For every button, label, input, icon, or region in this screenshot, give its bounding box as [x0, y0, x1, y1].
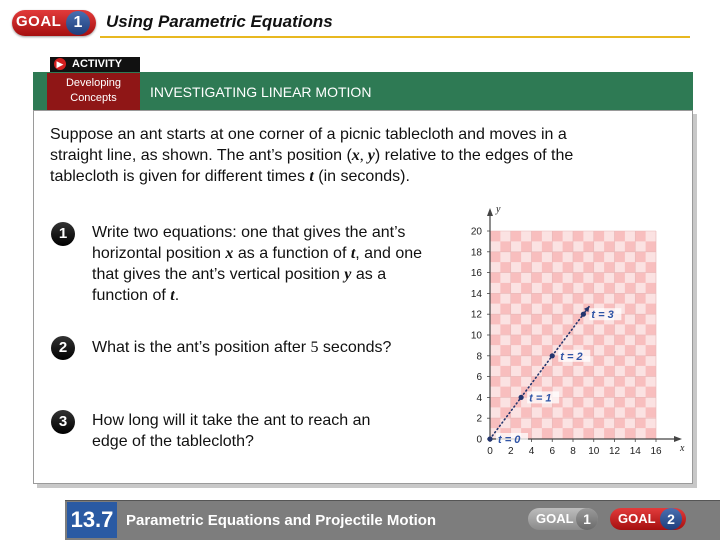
question-number: 2 — [51, 336, 75, 360]
page-title: Using Parametric Equations — [106, 12, 333, 31]
intro-part: (in seconds). — [313, 168, 410, 185]
x-tick-label: 8 — [570, 446, 576, 457]
y-tick-label: 14 — [470, 288, 482, 300]
y-axis-arrow — [487, 208, 493, 216]
var-y: y — [367, 147, 375, 164]
x-tick-label: 4 — [528, 446, 535, 457]
y-axis-label: y — [496, 204, 501, 215]
x-axis-arrow — [674, 436, 682, 442]
activity-title: INVESTIGATING LINEAR MOTION — [150, 84, 372, 100]
y-tick-label: 16 — [470, 268, 482, 280]
goal-number: 1 — [66, 11, 90, 35]
activity-type-line2: Concepts — [70, 92, 117, 104]
intro-part: Suppose an ant starts at one corner of a picnic tablecloth and moves in a straight line, as shown. The ant’s position ( — [50, 126, 567, 164]
y-tick-label: 18 — [470, 247, 482, 259]
activity-type-line1: Developing — [65, 77, 122, 89]
question-number: 3 — [51, 410, 75, 434]
question-text: How long will it take the ant to reach an edge of the tablecloth? — [92, 412, 371, 450]
goal1-nav-number: 1 — [576, 508, 598, 530]
goal2-nav-number: 2 — [660, 508, 682, 530]
var-t: t — [309, 168, 314, 185]
var-y: y — [344, 266, 352, 283]
q-part: as a function of — [233, 245, 351, 262]
q-part: Write two equations: one that gives the ant’s horizontal position — [92, 224, 406, 262]
motion-graph — [450, 200, 690, 470]
q-part: seconds? — [318, 339, 392, 356]
point-label: t = 0 — [498, 434, 521, 446]
q-part: What is the ant’s position after — [92, 339, 311, 356]
y-tick-label: 8 — [476, 351, 482, 363]
play-arrow-icon: ▶ — [54, 58, 66, 70]
point-label: t = 1 — [529, 392, 552, 405]
data-point — [550, 353, 555, 358]
y-tick-label: 4 — [476, 392, 482, 404]
y-tick-label: 10 — [470, 330, 482, 342]
intro-text — [50, 124, 610, 187]
data-point — [519, 395, 524, 400]
x-axis-label: x — [680, 443, 685, 454]
data-point — [487, 436, 492, 441]
point-label: t = 3 — [591, 309, 614, 322]
var-x: x — [225, 245, 234, 262]
y-tick-label: 6 — [476, 372, 482, 384]
x-tick-label: 14 — [629, 446, 641, 457]
x-tick-label: 12 — [608, 446, 621, 457]
activity-label: ACTIVITY — [72, 58, 123, 70]
goal-label: GOAL — [16, 13, 62, 30]
y-tick-label: 12 — [470, 309, 482, 321]
intro-comma: , — [359, 147, 368, 164]
question-text — [92, 222, 422, 306]
y-tick-label: 20 — [470, 226, 482, 238]
goal2-nav-label: GOAL — [618, 511, 656, 526]
var-t: t — [170, 287, 175, 304]
question-number: 1 — [51, 222, 75, 246]
y-tick-label: 2 — [476, 413, 482, 425]
x-tick-label: 10 — [588, 446, 600, 457]
x-tick-label: 2 — [507, 446, 514, 457]
q-part: as a function of — [92, 266, 387, 304]
section-number: 13.7 — [67, 502, 117, 538]
point-label: t = 2 — [560, 350, 583, 363]
activity-type — [47, 73, 140, 110]
question-text — [92, 337, 392, 358]
y-tick-label: 0 — [476, 434, 482, 446]
var-x: x — [351, 147, 360, 164]
x-tick-label: 16 — [650, 446, 662, 457]
var-t: t — [350, 245, 356, 262]
intro-part: ) relative to the edges of the tablecloth is given for different times — [50, 147, 574, 185]
section-title: Parametric Equations and Projectile Motion — [126, 512, 437, 529]
x-tick-label: 0 — [487, 446, 493, 457]
x-tick-label: 6 — [549, 446, 556, 457]
goal1-nav-label: GOAL — [536, 511, 574, 526]
q-part: . — [174, 287, 180, 304]
header-divider — [100, 36, 690, 38]
data-point — [581, 312, 586, 317]
q-part: , and one that gives the ant’s vertical position — [92, 245, 423, 283]
q-number: 5 — [310, 339, 319, 356]
